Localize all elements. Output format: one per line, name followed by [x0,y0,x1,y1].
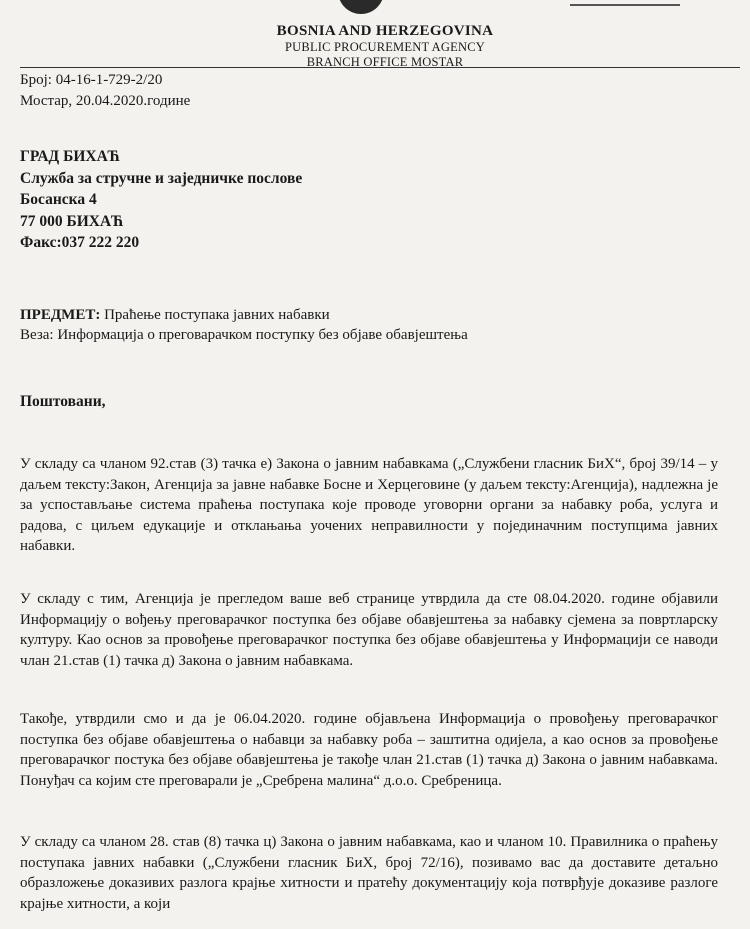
recipient-street: Босанска 4 [20,191,97,208]
letterhead-agency: PUBLIC PROCUREMENT AGENCY [285,40,485,54]
body-paragraph: У складу са чланом 92.став (3) тачка е) Закона о јавним набавкама („Службени гласник БиХ“, број 39/14 – у даљем тексту:Закон, Агенција за јавне набавке Босне и Херцеговине (у даљем тексту:Агенција), надлежна је за успостављање система праћења поступака које проводе уговорни органи за набавку роба, услуга и радова, с циљем едукације и отклањања уочених неправилности у појединачним поступцима јавних набавки. [20,456,718,554]
subject-label: ПРЕДМЕТ: [20,307,101,323]
reference-block [20,70,190,112]
recipient-address [20,146,302,254]
body-paragraph: У складу с тим, Агенција је прегледом ваше веб странице утврдила да сте 08.04.2020. године објавили Информацију о вођењу преговарачког поступка без објаве обавјештења за набавку сјемена за повртларску културу. Као основ за провођење преговарачког поступка без објаве обавјештења у Информацији се наводи члан 21.став (1) тачка д) Закона о јавним набавкама. [20,591,718,669]
greeting: Поштовани, [20,393,106,410]
subject-block [20,305,468,345]
recipient-department: Служба за стручне и заједничке послове [20,169,303,187]
body-paragraph: Такође, утврдили смо и да је 06.04.2020. године објављена Информација о провођењу преговарачког поступка без објаве обавјештења о набавци за набавку роба – заштитна одијела, а као основ за провођење преговарачког постука без објаве обавјештења је такође члан 21.став (1) тачка д) Закона о јавним набавкама. Понуђач са којим сте преговарали је „Сребрена малина“ д.о.о. Сребреница. [20,711,718,789]
recipient-city: ГРАД БИХАЋ [20,148,121,165]
reference-number: Број: 04-16-1-729-2/20 [20,72,163,88]
reference-place-date: Мостар, 20.04.2020.године [20,93,191,109]
letterhead-divider [20,67,740,68]
letterhead-branch: BRANCH OFFICE MOSTAR [306,55,464,69]
body-paragraph: У складу са чланом 28. став (8) тачка ц) Закона о јавним набавкама, као и чланом 10. Правилника о праћењу поступака јавних набавки („Службени гласник БиХ, број 72/16), позивамо вас да доставите детаљно образложење доказивих разлога крајње хитности и пратећу документацију која потврђује доказиве разлоге крајње хитности, а који [20,834,718,912]
subject-text: Праћење поступака јавних набавки [100,307,330,323]
top-right-mark [570,0,680,6]
recipient-postcode: 77 000 БИХАЋ [20,212,124,230]
subject-related: Веза: Информација о преговарачком поступку без објаве обавјештења [20,327,468,343]
letterhead [250,22,520,70]
letterhead-country: BOSNIA AND HERZEGOVINA [276,23,494,39]
recipient-fax: Факс:037 222 220 [20,234,140,251]
coat-of-arms-emblem [338,0,384,14]
subject-line [20,305,468,325]
